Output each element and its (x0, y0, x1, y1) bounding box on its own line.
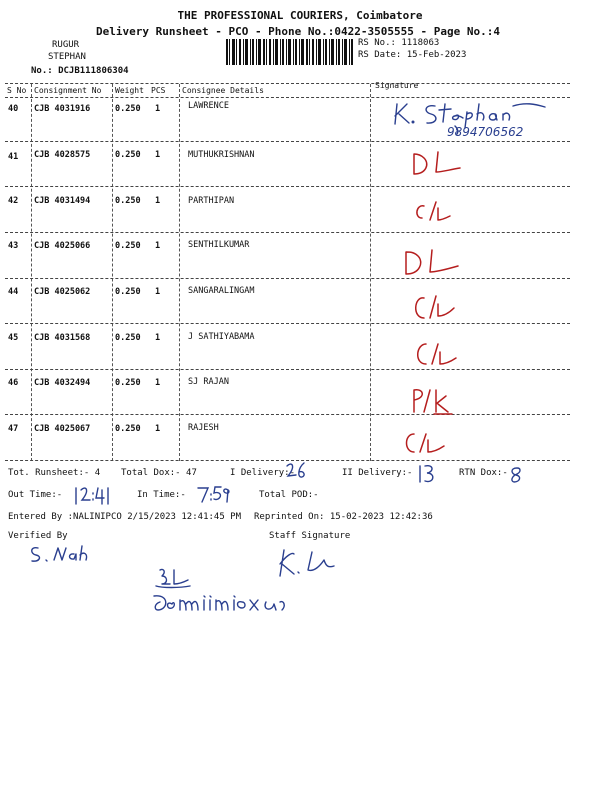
row-consignee: SJ RAJAN (188, 377, 229, 387)
row-pcs: 1 (155, 333, 161, 343)
status-mark-row44 (408, 290, 458, 326)
row-separator (5, 414, 570, 415)
row-consignee: PARTHIPAN (188, 196, 235, 206)
row-separator (5, 186, 570, 187)
entered-by: Entered By :NALINIPCO 2/15/2023 12:41:45 PM (8, 512, 241, 522)
reprinted-on: Reprinted On: 15-02-2023 12:42:36 (254, 512, 433, 522)
row-consignment: CJB 4025067 (34, 424, 91, 434)
row-consignment: CJB 4028575 (34, 150, 91, 160)
table-bottom-rule (5, 460, 570, 461)
row40-phone: 9894706562 (447, 125, 524, 139)
row-consignee: MUTHUKRISHNAN (188, 150, 255, 160)
col-header-consignee: Consignee Details (182, 86, 264, 95)
row-separator (5, 141, 570, 142)
col-header-signature: Signature (375, 81, 419, 90)
runsheet-subtitle: Delivery Runsheet - PCO - Phone No.:0422-3505555 - Page No.:4 (96, 25, 500, 38)
row-sno: 41 (8, 152, 19, 162)
row-weight: 0.250 (115, 287, 141, 297)
staff-signature-label: Staff Signature (269, 531, 351, 541)
in-time-value (196, 484, 232, 504)
rtn-dox-value (508, 466, 524, 484)
status-mark-row41 (408, 148, 468, 180)
row-weight: 0.250 (115, 241, 141, 251)
staff-name-line2: STEPHAN (48, 52, 86, 62)
col-header-weight: Weight (115, 86, 144, 95)
status-mark-row46 (408, 384, 458, 418)
row-weight: 0.250 (115, 333, 141, 343)
verified-signature (26, 542, 96, 568)
out-time-label: Out Time:- (8, 490, 63, 500)
row-weight: 0.250 (115, 104, 141, 114)
company-title: THE PROFESSIONAL COURIERS, Coimbatore (177, 9, 423, 22)
runsheet-number: No.: DCJB111806304 (31, 66, 129, 76)
in-time-label: In Time:- (137, 490, 186, 500)
row-sno: 43 (8, 241, 19, 251)
row-weight: 0.250 (115, 424, 141, 434)
row-consignment: CJB 4025066 (34, 241, 91, 251)
row-weight: 0.250 (115, 378, 141, 388)
row-pcs: 1 (155, 378, 161, 388)
row-sno: 46 (8, 378, 19, 388)
status-mark-row45 (410, 338, 460, 372)
col-header-pcs: PCS (151, 86, 166, 95)
row-sno: 45 (8, 333, 19, 343)
row-sno: 42 (8, 196, 19, 206)
col-header-consignment: Consignment No (34, 86, 102, 95)
row-separator (5, 232, 570, 233)
row-sno: 47 (8, 424, 19, 434)
row-consignee: RAJESH (188, 423, 219, 433)
table-top-rule (5, 83, 570, 84)
row-sno: 44 (8, 287, 19, 297)
rtn-dox-label: RTN Dox:- (459, 468, 508, 478)
rs-date: RS Date: 15-Feb-2023 (358, 50, 467, 60)
table-header-rule (5, 97, 570, 98)
staff-signature (268, 546, 338, 582)
status-mark-row43 (400, 244, 465, 280)
verified-by-label: Verified By (8, 531, 68, 541)
total-dox: Total Dox:- 47 (121, 468, 197, 478)
ii-delivery-label: II Delivery:- (342, 468, 413, 478)
row-weight: 0.250 (115, 150, 141, 160)
status-mark-row47 (400, 428, 450, 458)
row-pcs: 1 (155, 287, 161, 297)
row-pcs: 1 (155, 104, 161, 114)
row-pcs: 1 (155, 241, 161, 251)
row-consignee: SANGARALINGAM (188, 286, 255, 296)
i-delivery-label: I Delivery:- (230, 468, 296, 478)
row-consignment: CJB 4031494 (34, 196, 91, 206)
ii-delivery-value (416, 462, 438, 484)
row-pcs: 1 (155, 196, 161, 206)
row-consignment: CJB 4032494 (34, 378, 91, 388)
row-consignment: CJB 4031568 (34, 333, 91, 343)
row-consignment: CJB 4025062 (34, 287, 91, 297)
row-consignee: J SATHIYABAMA (188, 332, 255, 342)
row-weight: 0.250 (115, 196, 141, 206)
row-sno: 40 (8, 104, 19, 114)
row-consignment: CJB 4031916 (34, 104, 91, 114)
col-header-sno: S No (7, 86, 27, 95)
total-runsheet: Tot. Runsheet:- 4 (8, 468, 101, 478)
row-consignee: SENTHILKUMAR (188, 240, 250, 250)
rs-number: RS No.: 1118063 (358, 38, 440, 48)
row-pcs: 1 (155, 424, 161, 434)
out-time-value (72, 484, 114, 506)
row-separator (5, 323, 570, 324)
barcode (226, 39, 353, 65)
row-separator (5, 369, 570, 370)
status-mark-row42 (410, 196, 455, 228)
row-pcs: 1 (155, 150, 161, 160)
signature-row40 (385, 96, 570, 141)
staff-name-line1: RUGUR (52, 40, 80, 50)
bottom-signature (150, 566, 310, 616)
row-consignee: LAWRENCE (188, 101, 229, 111)
total-pod-label: Total POD:- (259, 490, 319, 500)
row-separator (5, 278, 570, 279)
